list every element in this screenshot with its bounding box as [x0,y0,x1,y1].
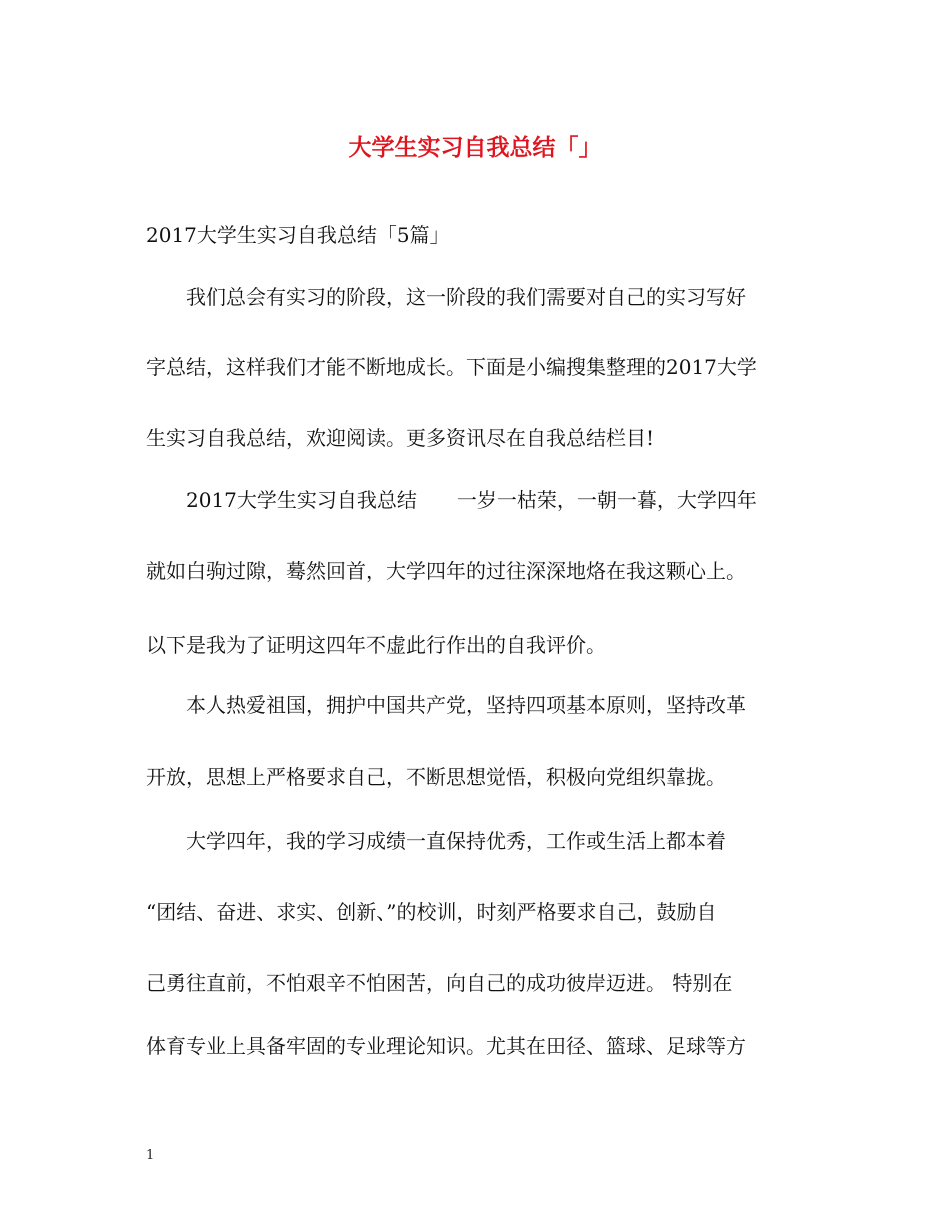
body-line: 以下是我为了证明这四年不虚此行作出的自我评价。 [146,633,606,657]
body-line: “团结、奋进、求实、创新、”的校训，时刻严格要求自己，鼓励自 [146,900,717,924]
body-line: 我们总会有实习的阶段，这一阶段的我们需要对自己的实习写好 [146,285,746,309]
body-line: 生实习自我总结，欢迎阅读。更多资讯尽在自我总结栏目! [146,426,655,450]
document-title: 大学生实习自我总结「」 [348,134,602,161]
body-line: 就如白驹过隙，蓦然回首，大学四年的过往深深地烙在我这颗心上。 [146,559,746,583]
document-subtitle: 2017大学生实习自我总结「5篇」 [146,223,450,247]
body-line: 2017大学生实习自我总结 一岁一枯荣，一朝一暮，大学四年 [146,488,757,512]
body-line: 开放，思想上严格要求自己，不断思想觉悟，积极向党组织靠拢。 [146,765,726,789]
body-line: 本人热爱祖国，拥护中国共产党，坚持四项基本原则，坚持改革 [146,693,746,717]
body-line: 体育专业上具备牢固的专业理论知识。尤其在田径、篮球、足球等方 [146,1034,746,1058]
body-line: 字总结，这样我们才能不断地成长。下面是小编搜集整理的2017大学 [146,355,757,379]
body-line: 己勇往直前，不怕艰辛不怕困苦，向自己的成功彼岸迈进。 特别在 [146,971,733,995]
page-number: 1 [146,1148,155,1163]
body-line: 大学四年，我的学习成绩一直保持优秀，工作或生活上都本着 [146,829,726,853]
